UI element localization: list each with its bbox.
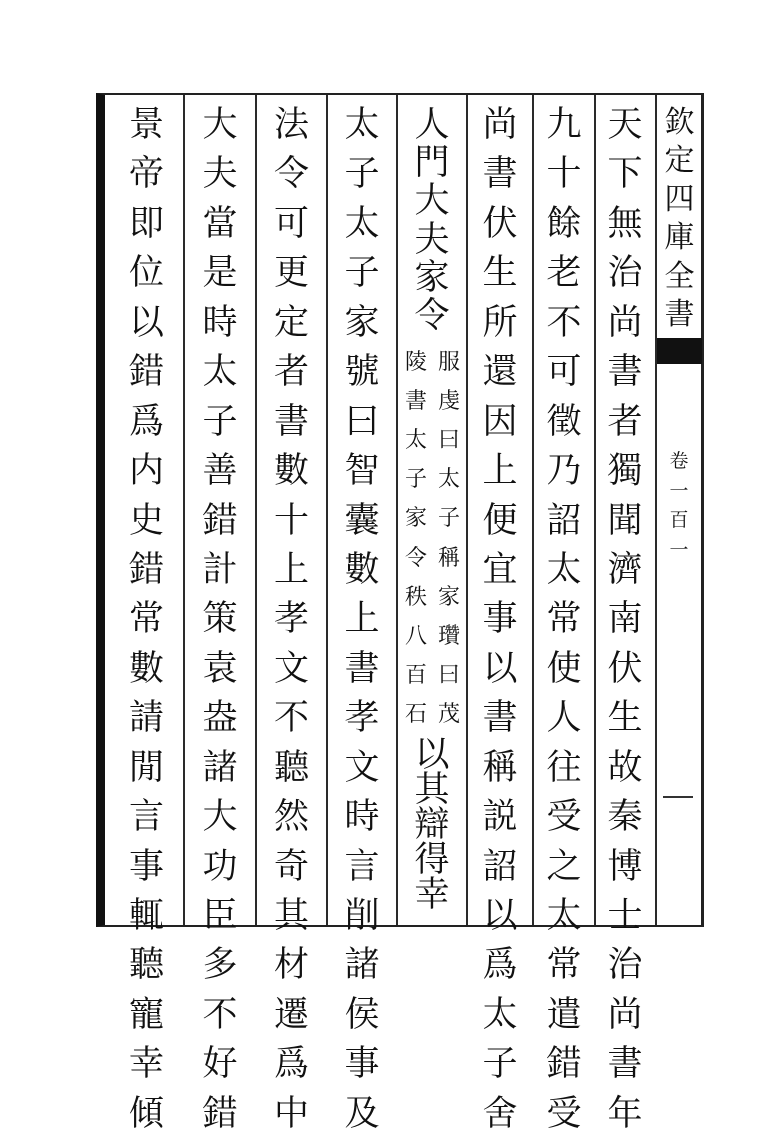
- fishtail-block: [657, 338, 702, 364]
- text-column-3: 尚 書 伏 生 所 還 因 上 便 宜 事 以 書 稱 説 詔 以 爲 太 子 舍: [482, 105, 518, 1134]
- text-column-1: 天 下 無 治 尚 書 者 獨 聞 濟 南 伏 生 故 秦 博 士 治 尚 書 年: [607, 105, 643, 1134]
- book-title: 欽 定 四 庫 全 書: [664, 105, 695, 332]
- fishtail-line: [663, 796, 693, 798]
- text-column-2: 九 十 餘 老 不 可 徵 乃 詔 太 常 使 人 往 受 之 太 常 遣 錯 受: [546, 105, 582, 1134]
- text-column-8: 景 帝 即 位 以 錯 爲 内 史 錯 常 數 請 閒 言 事 輒 聽 寵 幸 傾: [128, 105, 164, 1134]
- column-4-head-text: 人 門 大 夫 家 令: [414, 105, 450, 336]
- annotation-right: 服 虔 曰 太 子 稱 家 瓚 曰 茂: [437, 350, 460, 727]
- annotation-left: 陵 書 太 子 家 令 秩 八 百 石: [404, 350, 427, 727]
- text-column-6: 法 令 可 更 定 者 書 數 十 上 孝 文 不 聽 然 奇 其 材 遷 爲 中: [273, 105, 309, 1134]
- volume-number: 卷 一 百 一: [669, 450, 689, 561]
- text-column-7: 大 夫 當 是 時 太 子 善 錯 計 策 袁 盎 諸 大 功 臣 多 不 好 錯: [202, 105, 238, 1134]
- column-4-tail-text: 以 其 辯 得 幸: [414, 735, 450, 915]
- text-column-4: [398, 105, 466, 915]
- text-column-5: 太 子 太 子 家 號 曰 智 囊 數 上 書 孝 文 時 言 削 諸 侯 事 及: [344, 105, 380, 1134]
